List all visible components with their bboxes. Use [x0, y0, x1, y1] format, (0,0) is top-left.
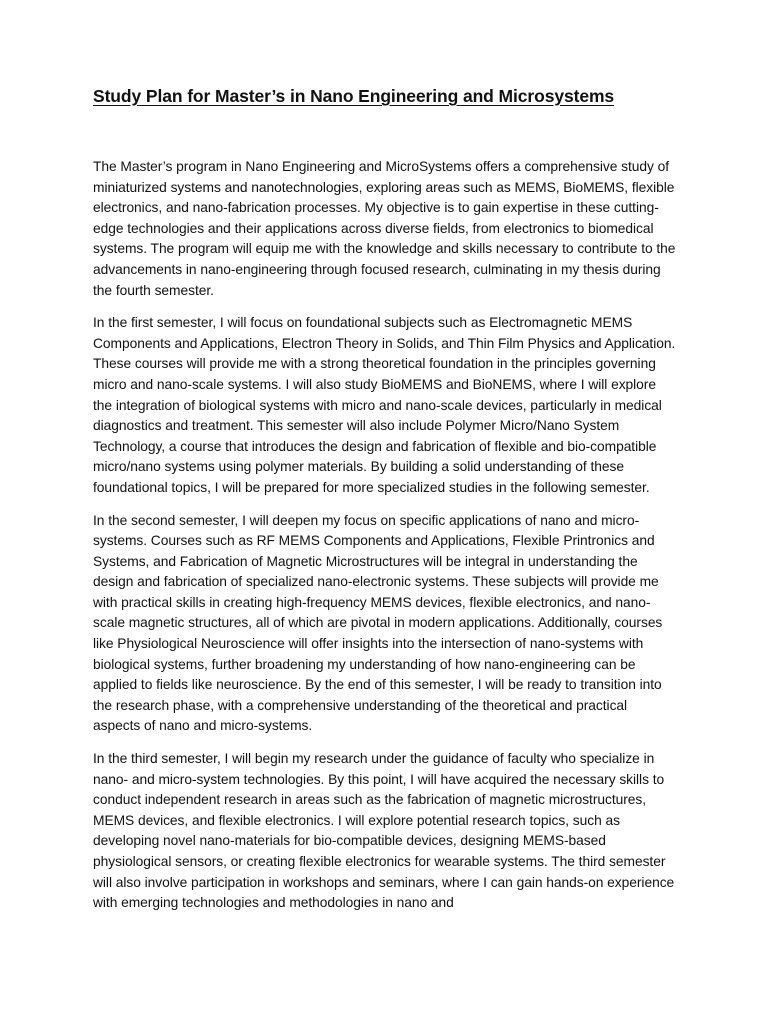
- paragraph-first-semester: In the first semester, I will focus on foundational subjects such as Electromagnetic MEMS Components and Applications, Electron Theory in Solids, and Thin Film Physics and Application. These courses will provide me with a strong theoretical foundation in the principles governing micro and nano-scale systems. I will also study BioMEMS and BioNEMS, where I will explore the integration of biological systems with micro and nano-scale devices, particularly in medical diagnostics and treatment. This semester will also include Polymer Micro/Nano System Technology, a course that introduces the design and fabrication of flexible and bio-compatible micro/nano systems using polymer materials. By building a solid understanding of these foundational topics, I will be prepared for more specialized studies in the following semester.: [93, 315, 676, 495]
- paragraph-third-semester: In the third semester, I will begin my research under the guidance of faculty who specialize in nano- and micro-system technologies. By this point, I will have acquired the necessary skills to conduct independent research in areas such as the fabrication of magnetic microstructures, MEMS devices, and flexible electronics. I will explore potential research topics, such as developing novel nano-materials for bio-compatible devices, designing MEMS-based physiological sensors, or creating flexible electronics for wearable systems. The third semester will also involve participation in workshops and seminars, where I can gain hands-on experience with emerging technologies and methodologies in nano and: [93, 751, 675, 911]
- paragraph-second-semester: In the second semester, I will deepen my focus on specific applications of nano and micro-systems. Courses such as RF MEMS Components and Applications, Flexible Printronics and Systems, and Fabrication of Magnetic Microstructures will be integral in understanding the design and fabrication of specialized nano-electronic systems. These subjects will provide me with practical skills in creating high-frequency MEMS devices, flexible electronics, and nano-scale magnetic structures, all of which are pivotal in modern applications. Additionally, courses like Physiological Neuroscience will offer insights into the intersection of nano-systems with biological systems, further broadening my understanding of how nano-engineering can be applied to fields like neuroscience. By the end of this semester, I will be ready to transition into the research phase, with a comprehensive understanding of the theoretical and practical aspects of nano and micro-systems.: [93, 512, 663, 734]
- paragraph-program-overview: The Master’s program in Nano Engineering and MicroSystems offers a comprehensive study of miniaturized systems and nanotechnologies, exploring areas such as MEMS, BioMEMS, flexible electronics, and nano-fabrication processes. My objective is to gain expertise in these cutting-edge technologies and their applications across diverse fields, from electronics to biomedical systems. The program will equip me with the knowledge and skills necessary to contribute to the advancements in nano-engineering through focused research, culminating in my thesis during the fourth semester.: [93, 159, 676, 298]
- document-title: Study Plan for Master’s in Nano Engineering and Microsystems: [93, 86, 615, 106]
